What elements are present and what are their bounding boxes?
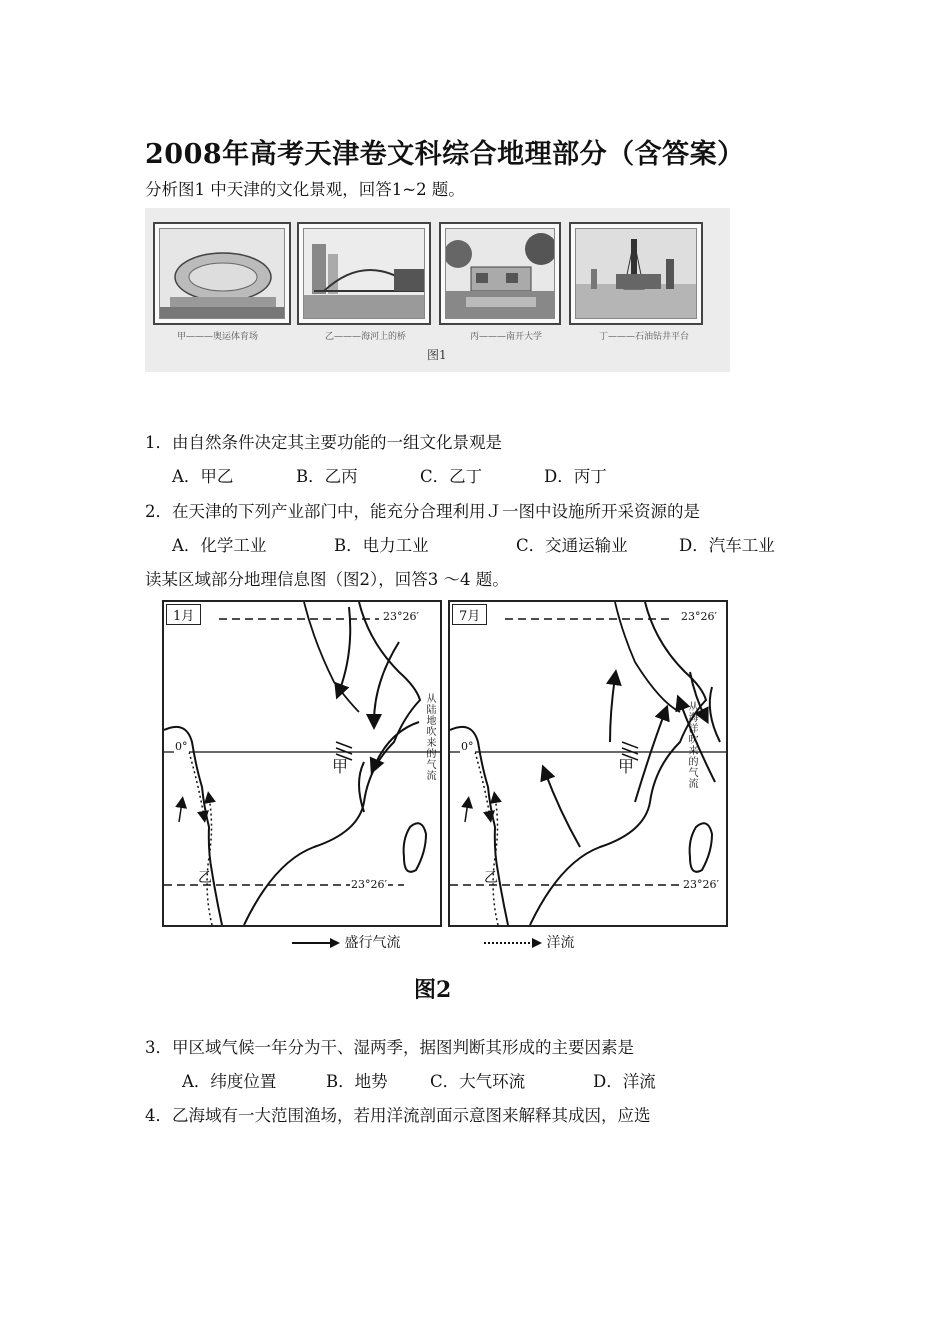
map-left-region-jia: 甲 [332, 757, 349, 776]
intro-text-2: 读某区域部分地理信息图（图2），回答3 ～4 题。 [145, 570, 509, 589]
q3-option-a: A．纬度位置 [182, 1072, 277, 1091]
map-right-month: 7月 [452, 604, 487, 625]
map-left-region-yi: 乙 [198, 870, 212, 886]
q3-option-d: D．洋流 [593, 1072, 656, 1091]
q3-option-c: C．大气环流 [430, 1072, 526, 1091]
map-left-wind-note: 从陆地吹来的气流 [426, 694, 437, 782]
photo-oil-platform [569, 222, 703, 325]
question-2-stem: 2．在天津的下列产业部门中，能充分合理利用Ｊ一图中设施所开采资源的是 [145, 502, 700, 521]
figure-2-label: 图2 [414, 977, 452, 1003]
map-left-lat-south: 23°26′ [351, 878, 387, 891]
page-title: 2008年高考天津卷文科综合地理部分（含答案） [145, 139, 745, 170]
q1-option-c: C．乙丁 [420, 467, 483, 486]
caption-ding: 丁———石油钻井平台 [599, 332, 690, 342]
q2-option-b: B．电力工业 [334, 536, 429, 555]
map-right-region-yi: 乙 [484, 870, 498, 886]
question-4-stem: 4．乙海域有一大范围渔场，若用洋流剖面示意图来解释其成因，应选 [145, 1106, 651, 1125]
q1-option-b: B．乙丙 [296, 467, 358, 486]
q1-option-a: A．甲乙 [172, 467, 234, 486]
dotted-arrow-icon [484, 938, 542, 948]
map-right-wind-note: 从海洋吹来的气流 [688, 702, 699, 790]
map-left-lat-north: 23°26′ [383, 610, 419, 623]
caption-jia: 甲———奥运体育场 [177, 332, 259, 342]
solid-arrow-icon [292, 938, 340, 948]
q2-option-a: A．化学工业 [172, 536, 267, 555]
photo-university [439, 222, 561, 325]
map-right-lat-equator: 0° [461, 740, 474, 753]
question-1-stem: 1．由自然条件决定其主要功能的一组文化景观是 [145, 433, 502, 452]
figure-1-label: 图1 [427, 348, 447, 362]
map-july [448, 600, 728, 927]
map-right-lat-north: 23°26′ [681, 610, 717, 623]
photo-stadium [153, 222, 291, 325]
caption-yi: 乙———海河上的桥 [325, 332, 407, 342]
q2-option-c: C．交通运输业 [516, 536, 628, 555]
map-right-region-jia: 甲 [618, 757, 635, 776]
question-3-stem: 3．甲区域气候一年分为干、湿两季，据图判断其形成的主要因素是 [145, 1038, 634, 1057]
legend-wind [292, 932, 400, 952]
q1-option-d: D．丙丁 [544, 467, 607, 486]
map-left-lat-equator: 0° [175, 740, 188, 753]
legend-current [484, 932, 574, 952]
caption-bing: 丙———南开大学 [470, 332, 543, 342]
map-january [162, 600, 442, 927]
map-left-month: 1月 [166, 604, 201, 625]
intro-text-1: 分析图1 中天津的文化景观，回答1~2 题。 [145, 180, 465, 199]
figure-1 [145, 208, 730, 372]
map-right-lat-south: 23°26′ [683, 878, 719, 891]
q2-option-d: D．汽车工业 [679, 536, 775, 555]
photo-bridge [297, 222, 431, 325]
legend-current-label: 洋流 [546, 935, 575, 951]
q3-option-b: B．地势 [326, 1072, 388, 1091]
legend-wind-label: 盛行气流 [344, 935, 401, 951]
